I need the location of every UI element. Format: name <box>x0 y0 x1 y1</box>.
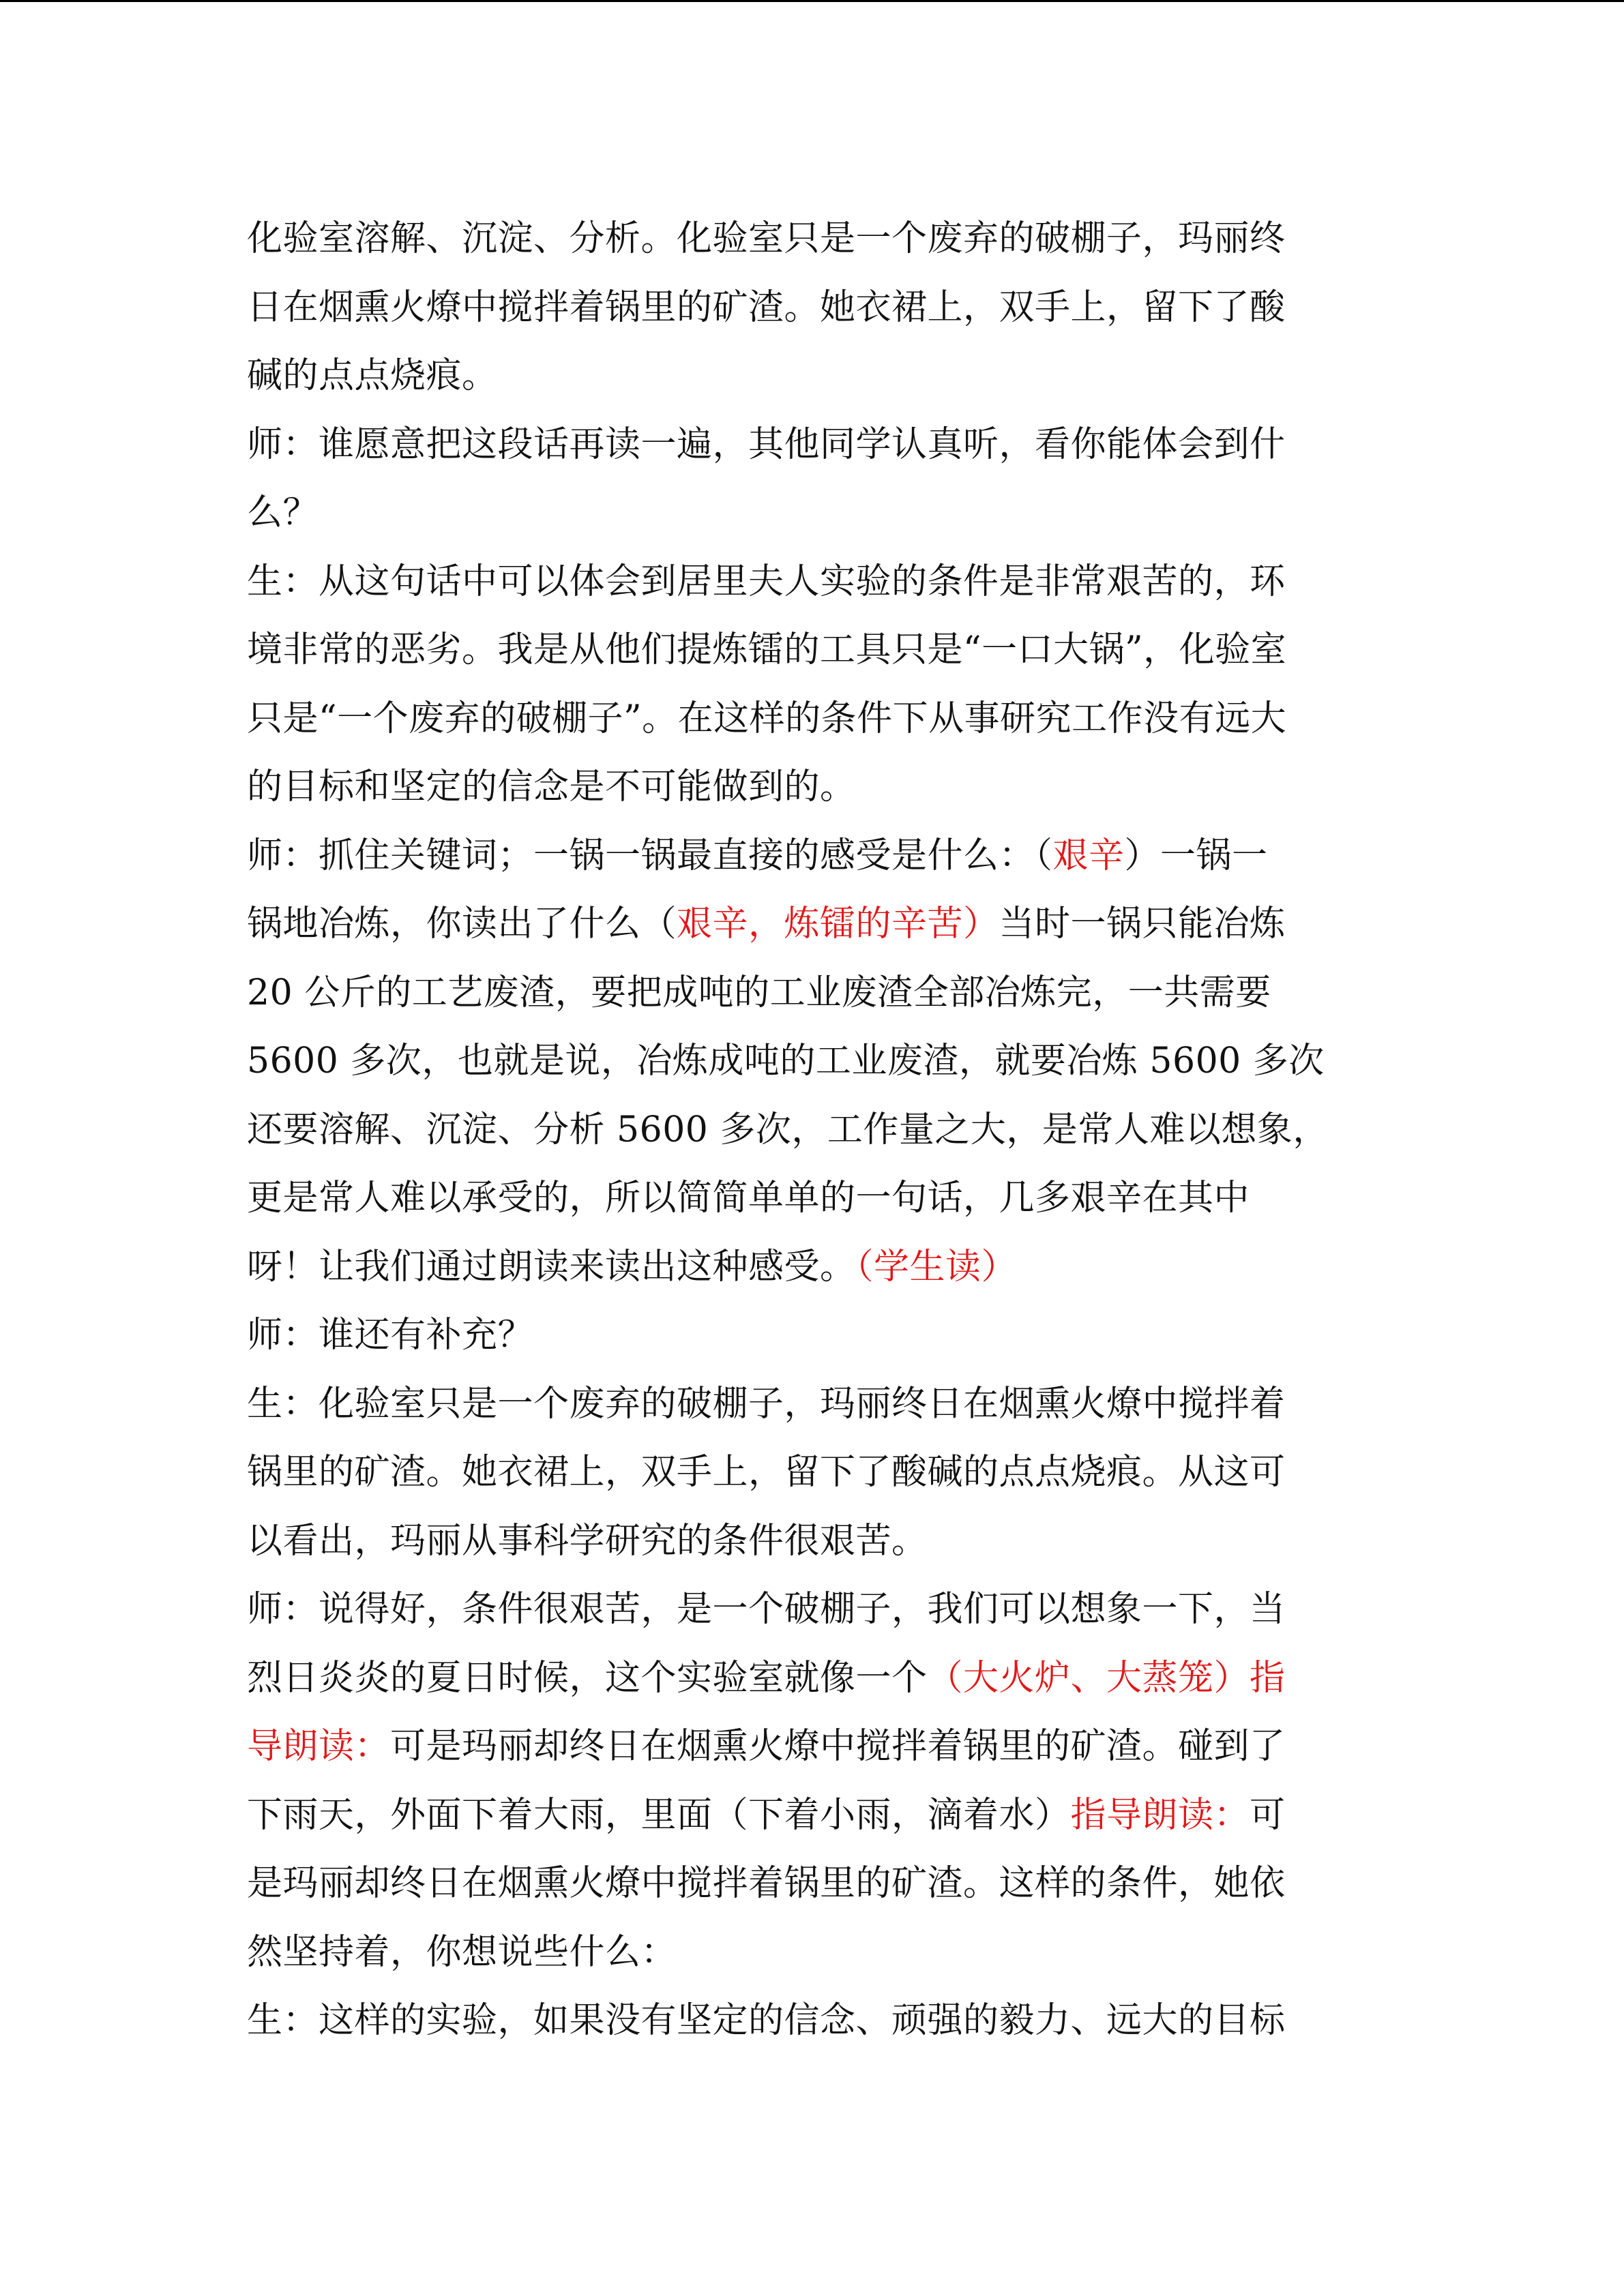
text-line <box>247 1233 1379 1302</box>
text-line <box>247 1096 1379 1165</box>
text-line <box>247 1849 1379 1918</box>
text-segment: 锅里的矿渣。她衣裙上，双手上，留下了酸碱的点点烧痕。从这可 <box>247 1452 1286 1493</box>
document-body <box>247 205 1379 2055</box>
text-line <box>247 890 1379 959</box>
text-line <box>247 753 1379 822</box>
text-segment: 只是“一个废弃的破棚子”。在这样的条件下从事研究工作没有远大 <box>247 698 1287 739</box>
text-segment: 更是常人难以承受的，所以简简单单的一句话，几多艰辛在其中 <box>247 1178 1250 1219</box>
text-line <box>247 1507 1379 1576</box>
highlighted-text-segment: （大火炉、大蒸笼）指 <box>927 1657 1286 1699</box>
text-line <box>247 342 1379 411</box>
text-segment: 还要溶解、沉淀、分析 5600 多次，工作量之大，是常人难以想象， <box>247 1109 1329 1150</box>
text-segment: ）一锅一 <box>1124 835 1268 876</box>
text-line <box>247 822 1379 891</box>
text-segment: 当时一锅只能冶炼 <box>999 904 1286 944</box>
text-segment: 师：说得好，条件很艰苦，是一个破棚子，我们可以想象一下，当 <box>247 1589 1286 1630</box>
text-line <box>247 1918 1379 1987</box>
text-segment: 是玛丽却终日在烟熏火燎中搅拌着锅里的矿渣。这样的条件，她依 <box>247 1863 1286 1904</box>
text-line <box>247 1370 1379 1439</box>
highlighted-text-segment: 艰辛 <box>1052 835 1125 876</box>
text-segment: 师：抓住关键词；一锅一锅最直接的感受是什么：（ <box>247 835 1053 876</box>
text-segment: 师：谁愿意把这段话再读一遍，其他同学认真听，看你能体会到什 <box>247 423 1286 465</box>
text-segment: 么？ <box>247 492 319 533</box>
text-line <box>247 205 1379 273</box>
text-line <box>247 1164 1379 1233</box>
text-segment: 化验室溶解、沉淀、分析。化验室只是一个废弃的破棚子，玛丽终 <box>247 218 1286 259</box>
text-line <box>247 479 1379 548</box>
text-line <box>247 616 1379 685</box>
text-segment: 师：谁还有补充？ <box>247 1315 534 1356</box>
text-line <box>247 411 1379 479</box>
text-line <box>247 1986 1379 2055</box>
text-line <box>247 1438 1379 1507</box>
text-segment: 烈日炎炎的夏日时候，这个实验室就像一个 <box>247 1657 928 1699</box>
text-segment: 5600 多次，也就是说，冶炼成吨的工业废渣，就要冶炼 5600 多次 <box>247 1041 1325 1082</box>
highlighted-text-segment: 艰辛，炼镭的辛苦） <box>677 904 999 944</box>
text-line <box>247 1644 1379 1713</box>
text-line <box>247 1301 1379 1370</box>
text-segment: 以看出，玛丽从事科学研究的条件很艰苦。 <box>247 1520 928 1562</box>
highlighted-text-segment: 导朗读： <box>247 1726 391 1767</box>
text-segment: 生：化验室只是一个废弃的破棚子，玛丽终日在烟熏火燎中搅拌着 <box>247 1383 1286 1425</box>
text-line <box>247 1575 1379 1644</box>
text-segment: 碱的点点烧痕。 <box>247 355 498 396</box>
text-segment: 然坚持着，你想说些什么： <box>247 1931 677 1973</box>
text-segment: 生：从这句话中可以体会到居里夫人实验的条件是非常艰苦的，环 <box>247 561 1286 602</box>
text-segment: 20 公斤的工艺废渣，要把成吨的工业废渣全部冶炼完，一共需要 <box>247 972 1271 1013</box>
text-segment: 的目标和坚定的信念是不可能做到的。 <box>247 766 856 807</box>
text-segment: 锅地冶炼，你读出了什么（ <box>247 904 677 944</box>
text-line <box>247 685 1379 754</box>
text-segment: 日在烟熏火燎中搅拌着锅里的矿渣。她衣裙上，双手上，留下了酸 <box>247 286 1286 328</box>
highlighted-text-segment: 指导朗读： <box>1070 1794 1250 1836</box>
top-border-line <box>0 0 1624 2</box>
text-line <box>247 959 1379 1028</box>
text-line <box>247 273 1379 342</box>
text-segment: 可 <box>1250 1794 1286 1836</box>
text-line <box>247 1781 1379 1850</box>
text-line <box>247 1712 1379 1781</box>
text-segment: 呀！让我们通过朗读来读出这种感受。 <box>247 1246 856 1287</box>
text-segment: 生：这样的实验，如果没有坚定的信念、顽强的毅力、远大的目标 <box>247 2000 1286 2041</box>
text-segment: 可是玛丽却终日在烟熏火燎中搅拌着锅里的矿渣。碰到了 <box>390 1726 1286 1767</box>
highlighted-text-segment: （学生读） <box>855 1246 1018 1287</box>
text-segment: 境非常的恶劣。我是从他们提炼镭的工具只是“一口大锅”，化验室 <box>247 629 1287 670</box>
text-line <box>247 548 1379 616</box>
text-line <box>247 1027 1379 1096</box>
text-segment: 下雨天，外面下着大雨，里面（下着小雨，滴着水） <box>247 1794 1071 1836</box>
